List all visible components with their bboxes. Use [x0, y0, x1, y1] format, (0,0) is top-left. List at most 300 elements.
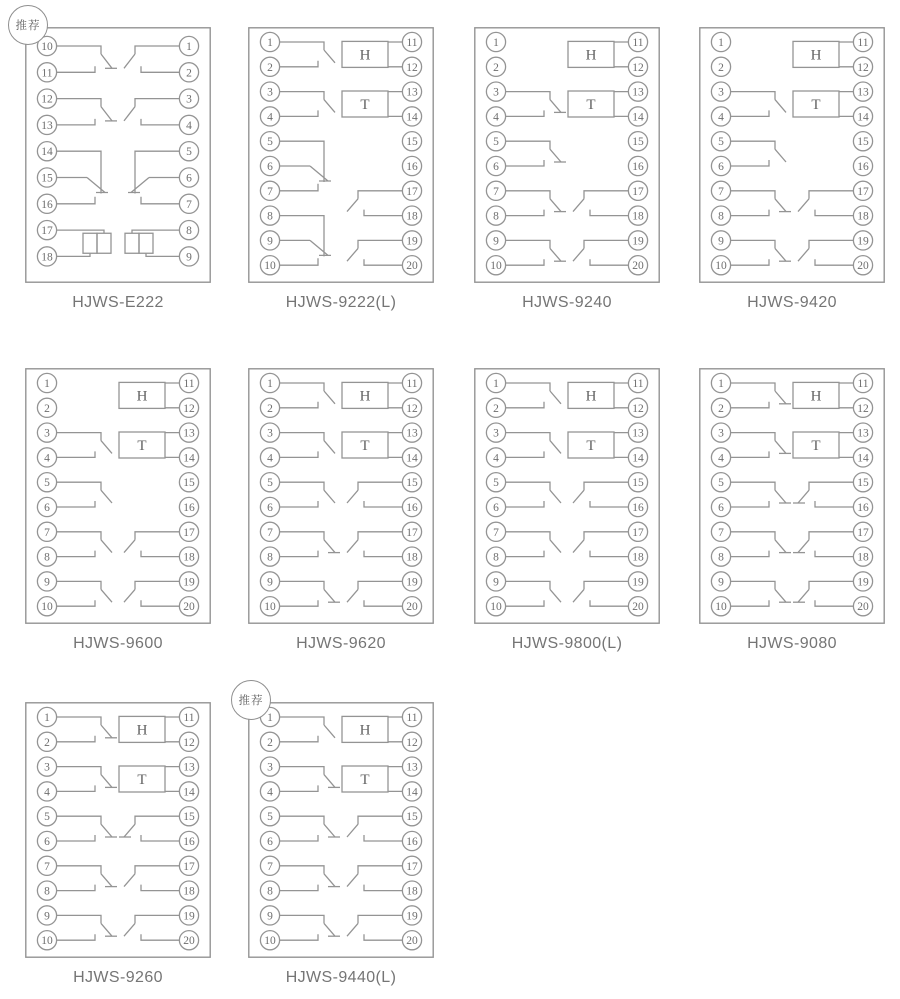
- terminal: [402, 473, 421, 492]
- terminal: [711, 373, 730, 392]
- wire: [57, 532, 112, 557]
- terminal-number: 10: [264, 935, 276, 948]
- terminal-number: 7: [44, 860, 50, 873]
- terminal: [853, 448, 872, 467]
- wire: [57, 46, 112, 72]
- terminal: [711, 597, 730, 616]
- wire: [280, 767, 335, 792]
- schematic: [248, 27, 434, 283]
- terminal: [260, 572, 279, 591]
- terminal-number: 16: [406, 836, 418, 848]
- terminal-number: 17: [41, 225, 53, 238]
- terminal-number: 3: [718, 427, 724, 440]
- terminal-number: 13: [41, 119, 53, 132]
- no-contact-symbol: [57, 482, 112, 507]
- terminal: [37, 547, 56, 566]
- terminal: [260, 206, 279, 225]
- terminal-number: 14: [183, 452, 195, 465]
- terminal-number: 20: [632, 601, 644, 614]
- wire: [506, 433, 561, 458]
- terminal: [402, 906, 421, 925]
- no-contact-symbol: [347, 482, 402, 507]
- terminal-number: 15: [632, 136, 644, 149]
- terminal-number: 8: [186, 225, 192, 238]
- terminal-number: 16: [857, 161, 869, 173]
- coil-box-symbol: [125, 230, 179, 256]
- terminal-number: 10: [41, 41, 53, 53]
- terminal: [37, 247, 56, 266]
- terminal-number: 4: [718, 452, 724, 465]
- terminal-number: 5: [493, 477, 499, 490]
- terminal-number: 13: [857, 427, 869, 440]
- terminal-number: 11: [857, 37, 869, 49]
- wire: [573, 581, 628, 606]
- terminal-number: 13: [183, 427, 195, 440]
- terminal-number: 18: [41, 251, 53, 264]
- terminal-number: 14: [857, 452, 869, 465]
- terminal-number: 3: [493, 427, 499, 440]
- terminal: [260, 132, 279, 151]
- terminal-number: 20: [857, 601, 869, 614]
- coil-symbol: [568, 41, 628, 67]
- terminal: [853, 572, 872, 591]
- terminal-number: 1: [718, 37, 724, 49]
- terminal: [402, 398, 421, 417]
- terminal: [179, 732, 198, 751]
- terminal: [260, 448, 279, 467]
- terminal: [486, 32, 505, 51]
- terminal: [711, 32, 730, 51]
- terminal-number: 12: [857, 61, 869, 74]
- no-contact-symbol: [798, 191, 853, 216]
- terminal-number: 1: [493, 37, 499, 49]
- diagram-hjws-9080: [699, 368, 885, 658]
- wire: [347, 581, 402, 606]
- terminal: [711, 398, 730, 417]
- terminal: [37, 931, 56, 950]
- terminal: [179, 398, 198, 417]
- terminal-number: 12: [183, 736, 195, 749]
- terminal: [853, 32, 872, 51]
- terminal-number: 6: [718, 502, 724, 514]
- nc-contact-symbol: [506, 191, 566, 216]
- terminal-number: 7: [718, 526, 724, 539]
- terminal: [37, 856, 56, 875]
- terminal-number: 4: [718, 111, 724, 124]
- wire: [506, 141, 561, 166]
- terminal: [628, 497, 647, 516]
- nc-contact-symbol: [280, 581, 340, 606]
- terminal: [711, 522, 730, 541]
- terminal: [260, 807, 279, 826]
- terminal: [628, 423, 647, 442]
- no-contact-symbol: [506, 532, 561, 557]
- terminal: [37, 115, 56, 134]
- terminal: [486, 156, 505, 175]
- terminal-number: 14: [41, 146, 53, 159]
- terminal: [402, 931, 421, 950]
- terminal-number: 12: [406, 736, 418, 749]
- no-contact-symbol: [347, 191, 402, 216]
- terminal-number: 10: [490, 601, 502, 614]
- diagram-label: HJWS-9440(L): [285, 969, 397, 986]
- nc-contact-symbol: [280, 915, 340, 940]
- terminal-number: 16: [406, 161, 418, 173]
- nc-contact-symbol: [57, 866, 117, 891]
- coil-letter: T: [811, 97, 821, 114]
- terminal-number: 7: [267, 860, 273, 873]
- terminal: [179, 547, 198, 566]
- terminal-number: 7: [44, 526, 50, 539]
- nc-contact-symbol: [57, 99, 117, 125]
- terminal: [179, 168, 198, 187]
- terminal: [711, 107, 730, 126]
- terminal-number: 18: [406, 551, 418, 564]
- no-contact-symbol: [731, 141, 786, 166]
- terminal-number: 7: [267, 526, 273, 539]
- terminal-number: 10: [715, 601, 727, 614]
- terminal-number: 20: [406, 935, 418, 948]
- diagram-label: HJWS-9800(L): [511, 635, 623, 652]
- terminal: [486, 181, 505, 200]
- terminal: [179, 221, 198, 240]
- terminal-number: 5: [267, 477, 273, 490]
- nc-contact-symbol: [57, 816, 117, 841]
- terminal-number: 15: [857, 477, 869, 490]
- diagram-hjws-9620: [248, 368, 434, 658]
- terminal-number: 8: [493, 551, 499, 564]
- terminal: [486, 497, 505, 516]
- terminal: [37, 63, 56, 82]
- wire: [280, 816, 335, 841]
- terminal-number: 8: [718, 210, 724, 223]
- terminal: [486, 107, 505, 126]
- terminal: [628, 597, 647, 616]
- terminal-number: 2: [44, 402, 50, 415]
- coil-symbol: [793, 432, 853, 458]
- terminal-number: 11: [41, 67, 53, 80]
- terminal: [402, 547, 421, 566]
- recommended-badge: 推荐: [8, 5, 48, 45]
- no-contact-symbol: [280, 482, 335, 507]
- terminal: [179, 373, 198, 392]
- no-contact-symbol: [573, 581, 628, 606]
- nc-contact-symbol: [506, 141, 566, 166]
- terminal: [37, 757, 56, 776]
- diagram-label: HJWS-9420: [747, 294, 837, 311]
- diagram-hjws-9240: [474, 27, 660, 317]
- wire: [731, 532, 786, 557]
- terminal: [486, 547, 505, 566]
- terminal-number: 15: [183, 811, 195, 824]
- coil-letter: T: [137, 438, 147, 455]
- terminal-number: 8: [267, 885, 273, 898]
- wire: [506, 482, 561, 507]
- wire: [798, 482, 853, 507]
- nc-contact-symbol: [793, 532, 853, 557]
- terminal-number: 6: [267, 161, 273, 173]
- terminal: [486, 373, 505, 392]
- no-contact-symbol: [280, 92, 335, 117]
- terminal-number: 1: [44, 378, 50, 390]
- nc-contact-symbol: [731, 581, 791, 606]
- wire: [506, 383, 561, 408]
- terminal-number: 5: [44, 477, 50, 490]
- terminal: [711, 572, 730, 591]
- terminal: [628, 132, 647, 151]
- diagram-label: HJWS-9600: [73, 635, 163, 652]
- changeover-symbol: [280, 216, 331, 266]
- coil-letter: T: [360, 772, 370, 789]
- wire: [798, 191, 853, 216]
- terminal-number: 10: [264, 601, 276, 614]
- wire: [57, 99, 112, 125]
- wire: [280, 216, 331, 266]
- terminal-number: 18: [632, 210, 644, 223]
- terminal-number: 16: [183, 836, 195, 848]
- no-contact-symbol: [124, 46, 179, 72]
- terminal: [628, 373, 647, 392]
- terminal-number: 17: [406, 185, 418, 198]
- terminal: [711, 256, 730, 275]
- no-contact-symbol: [347, 240, 402, 265]
- terminal-number: 8: [493, 210, 499, 223]
- terminal: [853, 107, 872, 126]
- terminal: [37, 168, 56, 187]
- terminal-number: 2: [267, 736, 273, 749]
- schematic: [248, 368, 434, 624]
- wire: [506, 581, 561, 606]
- wire: [57, 767, 112, 792]
- terminal-number: 5: [267, 136, 273, 149]
- coil-symbol: [119, 716, 179, 742]
- terminal: [402, 231, 421, 250]
- terminal: [853, 423, 872, 442]
- no-contact-symbol: [124, 99, 179, 125]
- terminal-number: 2: [493, 402, 499, 415]
- coil-symbol: [342, 766, 402, 792]
- wire: [731, 191, 786, 216]
- wire: [573, 532, 628, 557]
- wire: [347, 915, 402, 940]
- terminal-number: 11: [406, 712, 418, 724]
- terminal: [853, 132, 872, 151]
- terminal-number: 12: [406, 402, 418, 415]
- terminal-number: 6: [44, 502, 50, 514]
- terminal: [711, 57, 730, 76]
- terminal: [628, 473, 647, 492]
- terminal: [260, 831, 279, 850]
- terminal: [179, 142, 198, 161]
- terminal: [402, 373, 421, 392]
- terminal: [37, 707, 56, 726]
- no-contact-symbol: [280, 433, 335, 458]
- changeover-symbol: [280, 141, 331, 191]
- no-contact-symbol: [280, 717, 335, 742]
- terminal: [402, 107, 421, 126]
- coil-symbol: [568, 382, 628, 408]
- terminal-number: 4: [44, 786, 50, 799]
- wire: [124, 532, 179, 557]
- no-contact-symbol: [124, 866, 179, 891]
- terminal: [853, 473, 872, 492]
- terminal: [853, 398, 872, 417]
- terminal: [260, 757, 279, 776]
- terminal-number: 18: [406, 210, 418, 223]
- terminal: [486, 206, 505, 225]
- wire: [573, 191, 628, 216]
- coil-letter: T: [137, 772, 147, 789]
- terminal: [402, 881, 421, 900]
- terminal-number: 4: [186, 119, 192, 132]
- terminal-number: 13: [183, 761, 195, 774]
- terminal-number: 13: [406, 761, 418, 774]
- nc-contact-symbol: [793, 482, 853, 507]
- terminal: [853, 231, 872, 250]
- terminal: [853, 497, 872, 516]
- terminal-number: 1: [493, 378, 499, 390]
- terminal: [260, 398, 279, 417]
- terminal-number: 14: [632, 452, 644, 465]
- no-contact-symbol: [347, 532, 402, 557]
- terminal: [179, 194, 198, 213]
- terminal: [179, 597, 198, 616]
- schematic: [474, 368, 660, 624]
- diagram-label: HJWS-9240: [522, 294, 612, 311]
- terminal-number: 8: [718, 551, 724, 564]
- terminal-number: 8: [267, 210, 273, 223]
- terminal: [486, 473, 505, 492]
- terminal-number: 18: [857, 551, 869, 564]
- no-contact-symbol: [573, 191, 628, 216]
- coil-symbol: [119, 382, 179, 408]
- no-contact-symbol: [573, 240, 628, 265]
- terminal-number: 16: [183, 502, 195, 514]
- coil-letter: H: [359, 388, 371, 405]
- schematic: [25, 27, 211, 283]
- changeover-symbol: [57, 151, 108, 204]
- terminal-number: 7: [718, 185, 724, 198]
- terminal-number: 5: [44, 811, 50, 824]
- terminal: [37, 448, 56, 467]
- terminal: [628, 107, 647, 126]
- terminal: [402, 831, 421, 850]
- wire: [280, 717, 335, 742]
- terminal: [402, 522, 421, 541]
- nc-contact-symbol: [57, 46, 117, 72]
- terminal-number: 5: [493, 136, 499, 149]
- terminal: [260, 181, 279, 200]
- terminal: [486, 256, 505, 275]
- terminal-number: 11: [632, 37, 644, 49]
- terminal: [853, 597, 872, 616]
- terminal-number: 3: [718, 86, 724, 99]
- terminal-number: 15: [406, 811, 418, 824]
- terminal: [37, 906, 56, 925]
- nc-contact-symbol: [731, 482, 791, 507]
- terminal: [486, 448, 505, 467]
- coil-rect: [139, 233, 153, 253]
- nc-contact-symbol: [731, 240, 791, 265]
- terminal-number: 4: [267, 786, 273, 799]
- terminal: [402, 732, 421, 751]
- nc-contact-symbol: [57, 767, 117, 792]
- terminal-number: 1: [718, 378, 724, 390]
- no-contact-symbol: [280, 42, 335, 67]
- terminal-number: 16: [857, 502, 869, 514]
- terminal: [486, 231, 505, 250]
- terminal-number: 9: [267, 576, 273, 589]
- terminal: [260, 32, 279, 51]
- terminal-number: 13: [632, 427, 644, 440]
- terminal: [37, 732, 56, 751]
- coil-letter: H: [585, 47, 597, 64]
- terminal-number: 17: [183, 526, 195, 539]
- terminal: [628, 547, 647, 566]
- terminal-number: 19: [183, 576, 195, 589]
- no-contact-symbol: [57, 532, 112, 557]
- coil-letter: T: [811, 438, 821, 455]
- terminal: [179, 881, 198, 900]
- terminal: [402, 206, 421, 225]
- terminal: [402, 497, 421, 516]
- terminal: [486, 132, 505, 151]
- wire: [731, 141, 786, 166]
- terminal-number: 7: [267, 185, 273, 198]
- terminal-number: 7: [186, 198, 192, 211]
- terminal: [628, 57, 647, 76]
- terminal-number: 18: [857, 210, 869, 223]
- terminal: [711, 423, 730, 442]
- terminal: [711, 206, 730, 225]
- terminal-number: 10: [41, 935, 53, 948]
- terminal-number: 6: [718, 161, 724, 173]
- terminal: [179, 473, 198, 492]
- wire: [57, 866, 112, 891]
- wire: [798, 532, 853, 557]
- terminal: [179, 807, 198, 826]
- wire: [280, 433, 335, 458]
- terminal: [260, 256, 279, 275]
- wire: [57, 717, 112, 742]
- terminal: [853, 57, 872, 76]
- terminal-number: 9: [267, 235, 273, 248]
- schematic: [25, 702, 211, 958]
- no-contact-symbol: [506, 433, 561, 458]
- diagram-label: HJWS-E222: [72, 294, 164, 311]
- terminal-number: 17: [857, 526, 869, 539]
- terminal-number: 20: [406, 260, 418, 273]
- coil-rect: [83, 233, 97, 253]
- terminal: [402, 782, 421, 801]
- terminal-number: 10: [715, 260, 727, 273]
- wire: [57, 915, 112, 940]
- terminal-number: 14: [183, 786, 195, 799]
- coil-symbol: [342, 41, 402, 67]
- terminal-number: 9: [186, 251, 192, 264]
- wire: [57, 581, 112, 606]
- terminal: [628, 82, 647, 101]
- terminal-number: 3: [267, 86, 273, 99]
- no-contact-symbol: [57, 581, 112, 606]
- nc-contact-symbol: [57, 915, 117, 940]
- terminal: [179, 707, 198, 726]
- coil-letter: T: [360, 97, 370, 114]
- terminal: [486, 82, 505, 101]
- terminal: [628, 398, 647, 417]
- terminal-number: 20: [632, 260, 644, 273]
- terminal-number: 4: [493, 111, 499, 124]
